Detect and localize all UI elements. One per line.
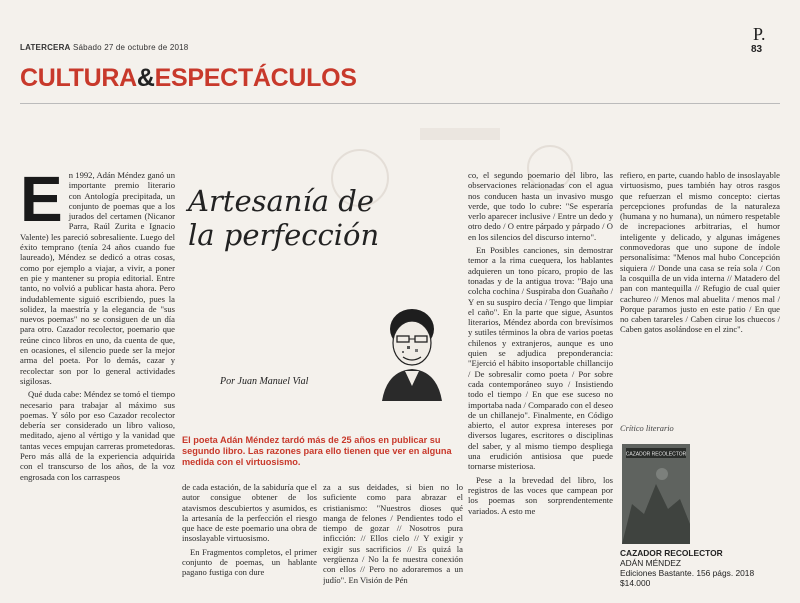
byline: Por Juan Manuel Vial (220, 376, 309, 387)
paragraph: En Posibles canciones, sin demostrar temor a la rima cuequera, los hablantes adquieren un tono pícaro, propio de las tonadas y de la antigua trova: "Bajo una colcha cochina / Suspiraba don Guañaño / Y en su suspiro decía / Tengo que limpiar el caño". En la parte que sigue, Asuntos literarios, Méndez aborda con brevísimos y sutiles términos la obra de varios poetas chilenos y extranjeros, aunque es uno quien se adjudica preponderancia: "Ejerció el hábito insoportable chillancijo / De sobresalir como poeta / Por sobre cada contemporáneo suyo / Insistiendo todo el tiempo / En que ese suceso no importaba nada / Comparado con el deseo de un chillanejo". Finalmente, en Código abierto, el autor expresa intereses por diversos lugares, escritores o disciplinas del saber, y al mismo tiempo despliega una erudición antisiosa que puede tornarse misteriosa. (468, 245, 613, 472)
page-logo: P. (753, 24, 766, 44)
article-column-5 (620, 170, 780, 420)
author-signature-role: Crítico literario (620, 424, 674, 433)
section-divider (20, 103, 780, 104)
paragraph: Pese a la brevedad del libro, los registros de las voces que campean por los poemas son sorprendentemente variados. A esto me (468, 474, 613, 516)
article-title (188, 184, 379, 252)
issue-date: Sábado 27 de octubre de 2018 (72, 43, 189, 52)
paragraph: Qué duda cabe: Méndez se tomó el tiempo necesario para trabajar al máximo sus poemas. Y sólo por eso Cazador recolector debería ser considerado un libro valioso, meditado, ajeno al vértigo y la vanidad que tantas veces empujan carreras prometedoras. Pero más allá de la experiencia adquirida con el transcurso de los años, de la voz engrosada con los carraspeos (20, 389, 175, 482)
book-cover-text: CAZADOR RECOLECTOR (625, 451, 687, 458)
book-price: $14.000 (620, 578, 651, 588)
section-title-left: CULTURA (20, 64, 137, 92)
book-title: CAZADOR RECOLECTOR (620, 548, 723, 558)
lead-paragraph: El poeta Adán Méndez tardó más de 25 años en publicar su segundo libro. Las razones para ello tienen que ver en alguna medida con el virtuosismo. (182, 435, 452, 467)
drop-cap: E (20, 170, 63, 235)
book-publisher: Ediciones Bastante. 156 págs. 2018 (620, 568, 755, 578)
author-portrait-illustration (367, 291, 457, 401)
paragraph: co, el segundo poemario del libro, las observaciones relacionadas con el agua nos conducen hasta un invasivo musgo verde, que todo lo cubre: "Se esperaría verlo aparecer inclusive / Entre un dedo y otro dedo / O entre párpado y párpado / O en los silencios del discurso interno". (468, 170, 613, 242)
headline-block (182, 176, 462, 426)
paragraph: En Fragmentos completos, el primer conjunto de poemas, un hablante pagano fustiga con dure (182, 546, 317, 578)
article-column-2 (182, 482, 317, 600)
paragraph: n 1992, Adán Méndez ganó un importante premio literario con Antología precipitada, un conjunto de poemas que a los jurados del certamen (Nicanor Parra, Raúl Zurita e Ignacio Valente) les pareció sobresaliente. Luego del éxito temprano (tenía 24 años cuando fue laureado), Méndez se dedicó a otras cosas, como por ejemplo a viajar, a vivir, a poner en pie y mantener su propia editorial. Entre tanto, no volvió a publicar hasta ahora. Pero indudablemente siguió escribiendo, pues la solidez, la maestría y la elegancia de "sus nuevos poemas" no se consiguen de un día para otro. Cazador recolector, poemario que reúne cinco libros en uno, da cuenta de que, en ocasiones, el silencio puede ser la mejor arma del poeta. Por lo demás, cazar y recolectar son por lo general actividades sigilosas. (20, 170, 175, 386)
article-title-line-1: Artesanía de (188, 184, 374, 218)
article-column-1 (20, 170, 175, 600)
section-title-right: ESPECTÁCULOS (154, 64, 357, 92)
book-info (620, 548, 780, 588)
page-number: 83 (751, 44, 763, 55)
masthead-line (20, 43, 188, 52)
paragraph: refiero, en parte, cuando hablo de insoslayable virtuosismo, pues también hay otros rasgos que refuerzan el mismo concepto: ciertas percepciones profundas de la naturaleza (humana y no humana), un número respetable de increpaciones arbitrarias, el humor inteligente y delicado, y algunas imágenes conmovedoras que uno supone de índole personalísima: "Menos mal hubo Concepción siquiera // Donde una casa se reía sola / Con la cosquilla de un vida interna // Matadero del pan con mantequilla // Refugio de cual quier cachureo // Menos mal abuelita / menos mal / Porque paramos justo en este patio / En que no caben tarareles / Caben cirue los chuecos / Caben gatos asolándose en el zinc". (620, 170, 780, 335)
paragraph: za a sus deidades, si bien no lo suficiente como para abrazar el cristianismo: "Nuestros dioses qué manga de felones / Pendientes todo el tiempo de gozar // Nosotros pura inficción: // Ellos cielo // Y exigir y exigir sus sacrificios // Es quizá la vergüenza / No la fe nuestra conexión con ellos // Pero no adoraremos a un judío". En Visión de Pén (323, 482, 463, 585)
section-title (20, 64, 357, 93)
book-author: ADÁN MÉNDEZ (620, 558, 681, 568)
book-cover-image (622, 444, 690, 544)
article-title-line-2: la perfección (188, 218, 380, 252)
section-title-amp: & (136, 64, 155, 92)
article-column-4 (468, 170, 613, 600)
book-cover-art (622, 444, 690, 544)
newspaper-name: LATERCERA (20, 43, 71, 52)
article-column-3 (323, 482, 463, 600)
paragraph: de cada estación, de la sabiduría que el autor consigue obtener de los atavismos descubiertos y asumidos, es la artesanía de la perfección el riesgo que hace de este poemario una obra de insoslayable virtuosismo. (182, 482, 317, 544)
